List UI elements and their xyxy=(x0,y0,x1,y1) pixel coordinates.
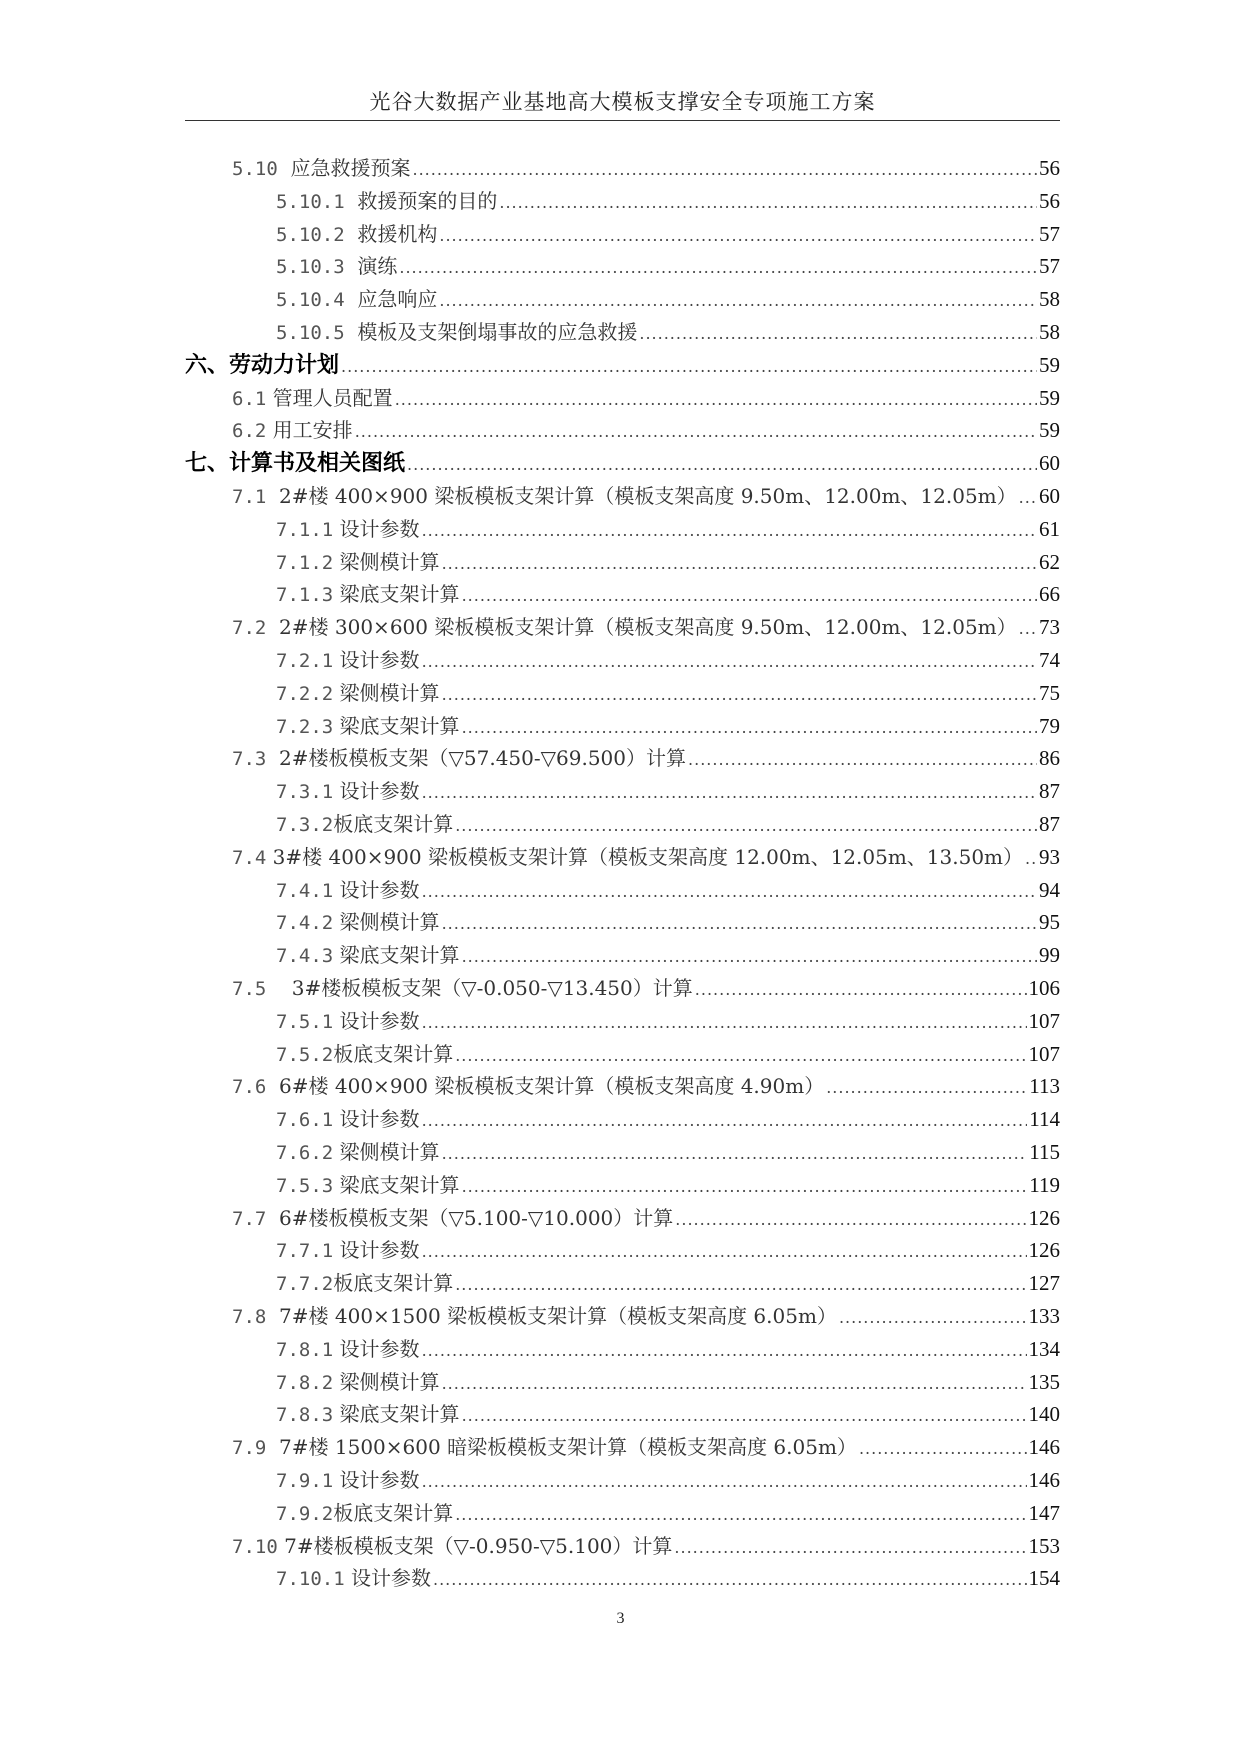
toc-entry-number: 7.9.1 xyxy=(276,1470,334,1492)
toc-entry-page: 60 xyxy=(1039,484,1060,508)
toc-entry-title: 板底支架计算 xyxy=(333,1500,454,1525)
dot-leader xyxy=(399,252,1037,284)
dot-leader xyxy=(442,1138,1028,1170)
toc-entry[interactable] xyxy=(276,1103,1060,1135)
toc-entry-number: 5.10.4 xyxy=(276,289,345,312)
toc-entry-page: 126 xyxy=(1028,1238,1060,1263)
toc-entry-title: 梁底支架计算 xyxy=(333,582,460,607)
dot-leader xyxy=(462,1171,1028,1203)
header-divider xyxy=(185,120,1060,121)
toc-entry-page: 146 xyxy=(1028,1435,1060,1460)
toc-entry[interactable] xyxy=(276,1464,1060,1496)
toc-entry-page: 66 xyxy=(1039,582,1060,607)
toc-entry-number: 7.3.2 xyxy=(276,814,334,836)
toc-entry-page: 114 xyxy=(1029,1107,1060,1132)
toc-entry-page: 79 xyxy=(1039,713,1060,738)
toc-entry[interactable] xyxy=(232,414,1060,446)
toc-entry-page: 75 xyxy=(1039,680,1060,705)
toc-entry-page: 86 xyxy=(1039,746,1060,771)
toc-entry-title: 应急响应 xyxy=(344,287,438,312)
toc-entry-number: 7.2.3 xyxy=(276,715,334,738)
toc-entry-page: 59 xyxy=(1039,352,1060,377)
toc-entry[interactable] xyxy=(232,1431,1060,1463)
toc-entry-number: 7.8.1 xyxy=(276,1338,334,1361)
toc-entry[interactable] xyxy=(276,1366,1060,1398)
toc-entry[interactable] xyxy=(276,1169,1060,1201)
toc-entry[interactable] xyxy=(185,349,1060,381)
toc-entry-title: 设计参数 xyxy=(333,1238,420,1263)
toc-entry-title: 六、劳动力计划 xyxy=(185,352,340,378)
dot-leader xyxy=(407,449,1037,481)
toc-entry-page: 58 xyxy=(1039,320,1060,344)
toc-entry-page: 135 xyxy=(1028,1369,1060,1394)
toc-entry[interactable] xyxy=(276,1398,1060,1430)
toc-entry-number: 5.10.2 xyxy=(276,223,345,246)
toc-entry-title: 梁侧模计算 xyxy=(333,549,440,574)
toc-entry-page: 107 xyxy=(1028,1041,1060,1066)
dot-leader xyxy=(695,974,1027,1006)
toc-entry-number: 7.9.2 xyxy=(276,1502,334,1525)
toc-entry[interactable] xyxy=(276,283,1060,315)
toc-entry-title: 设计参数 xyxy=(333,779,420,804)
dot-leader xyxy=(499,187,1037,219)
toc-entry[interactable] xyxy=(276,939,1060,971)
toc-entry[interactable] xyxy=(276,316,1060,348)
toc-entry[interactable] xyxy=(276,710,1060,742)
toc-entry-title: 7#楼 1500×600 暗梁板模板支架计算（模板支架高度 6.05m） xyxy=(266,1435,857,1460)
toc-entry-page: 93 xyxy=(1039,844,1060,869)
dot-leader xyxy=(1019,482,1037,514)
toc-entry-number: 7.4.2 xyxy=(276,912,334,935)
dot-leader xyxy=(462,712,1037,744)
toc-entry-page: 59 xyxy=(1039,418,1060,443)
toc-entry-number: 5.10.3 xyxy=(276,256,345,279)
toc-entry-title: 救援机构 xyxy=(344,221,438,246)
dot-leader xyxy=(433,1564,1027,1596)
toc-entry[interactable] xyxy=(232,480,1060,512)
toc-entry[interactable] xyxy=(276,1234,1060,1266)
dot-leader xyxy=(422,1007,1027,1039)
dot-leader xyxy=(442,1368,1027,1400)
toc-entry-title: 2#楼 400×900 梁板模板支架计算（模板支架高度 9.50m、12.00m、12.05m） xyxy=(266,484,1017,508)
toc-entry-title: 设计参数 xyxy=(333,516,420,541)
toc-entry-number: 7.4.1 xyxy=(276,879,334,902)
toc-entry-page: 56 xyxy=(1039,156,1060,180)
toc-entry[interactable] xyxy=(232,1202,1060,1234)
toc-entry-page: 57 xyxy=(1039,254,1060,279)
toc-entry-page: 95 xyxy=(1039,910,1060,935)
toc-entry-page: 140 xyxy=(1028,1402,1060,1427)
toc-entry-page: 60 xyxy=(1039,451,1060,476)
toc-entry-page: 115 xyxy=(1029,1140,1060,1164)
toc-entry-number: 7.1.2 xyxy=(276,551,334,574)
toc-entry-title: 设计参数 xyxy=(333,1468,420,1492)
toc-entry-title: 梁侧模计算 xyxy=(333,910,440,935)
toc-entry-title: 2#楼板模板支架（▽57.450-▽69.500）计算 xyxy=(266,746,687,771)
toc-entry[interactable] xyxy=(276,906,1060,938)
toc-entry-number: 5.10.1 xyxy=(276,190,345,213)
toc-entry-page: 94 xyxy=(1039,877,1060,902)
toc-entry[interactable] xyxy=(276,218,1060,250)
toc-entry-number: 7.5 xyxy=(232,978,267,1000)
dot-leader xyxy=(422,777,1037,809)
toc-entry[interactable] xyxy=(185,447,1060,479)
dot-leader xyxy=(839,1302,1027,1334)
toc-entry[interactable] xyxy=(232,972,1060,1004)
toc-entry-page: 99 xyxy=(1039,943,1060,968)
toc-entry-number: 7.3.1 xyxy=(276,781,334,804)
toc-entry[interactable] xyxy=(232,382,1060,414)
toc-entry-page: 146 xyxy=(1028,1468,1060,1492)
toc-entry[interactable] xyxy=(232,611,1060,643)
dot-leader xyxy=(1025,843,1037,875)
toc-entry-number: 7.5.2 xyxy=(276,1043,334,1066)
toc-entry[interactable] xyxy=(276,1005,1060,1037)
toc-entry[interactable] xyxy=(232,1070,1060,1102)
toc-entry-number: 7.7.1 xyxy=(276,1240,334,1263)
toc-entry-title: 3#楼 400×900 梁板模板支架计算（模板支架高度 12.00m、12.05m、13.50m） xyxy=(266,844,1024,869)
toc-entry-title: 梁底支架计算 xyxy=(333,1172,460,1197)
toc-entry-title: 7#楼板模板支架（▽-0.950-▽5.100）计算 xyxy=(277,1533,673,1558)
dot-leader xyxy=(462,580,1037,612)
toc-entry-number: 7.2 xyxy=(232,617,267,640)
toc-entry-number: 7.3 xyxy=(232,748,267,771)
toc-entry[interactable] xyxy=(276,546,1060,578)
toc-entry-title: 梁底支架计算 xyxy=(333,1402,460,1427)
toc-entry-number: 5.10 xyxy=(232,158,278,180)
toc-entry-page: 107 xyxy=(1028,1008,1060,1033)
toc-entry-title: 板底支架计算 xyxy=(333,1271,454,1296)
toc-entry-title: 板底支架计算 xyxy=(333,1041,454,1066)
toc-entry-number: 7.1 xyxy=(232,486,267,508)
toc-entry-page: 154 xyxy=(1028,1566,1060,1591)
toc-entry[interactable] xyxy=(232,742,1060,774)
dot-leader xyxy=(422,646,1037,678)
toc-entry-number: 7.7.2 xyxy=(276,1273,334,1296)
toc-entry-page: 56 xyxy=(1039,188,1060,213)
toc-entry-title: 设计参数 xyxy=(333,1008,420,1033)
toc-entry[interactable] xyxy=(276,1038,1060,1070)
toc-entry-title: 设计参数 xyxy=(333,877,420,902)
toc-entry-page: 153 xyxy=(1028,1533,1060,1558)
toc-entry[interactable] xyxy=(276,808,1060,840)
toc-entry-number: 7.2.1 xyxy=(276,650,334,672)
toc-entry[interactable] xyxy=(276,185,1060,217)
dot-leader xyxy=(439,285,1037,317)
toc-entry-title: 板底支架计算 xyxy=(333,812,454,836)
dot-leader xyxy=(442,679,1037,711)
toc-entry-page: 58 xyxy=(1039,287,1060,312)
dot-leader xyxy=(439,220,1037,252)
toc-entry[interactable] xyxy=(276,1497,1060,1529)
dot-leader xyxy=(422,1236,1027,1268)
dot-leader xyxy=(462,1400,1027,1432)
dot-leader xyxy=(675,1204,1026,1236)
toc-entry-number: 7.6 xyxy=(232,1076,267,1099)
toc-entry-page: 134 xyxy=(1028,1336,1060,1361)
toc-entry-page: 113 xyxy=(1029,1074,1060,1099)
toc-entry-number: 5.10.5 xyxy=(276,322,345,344)
dot-leader xyxy=(355,416,1037,448)
dot-leader xyxy=(455,810,1037,842)
toc-entry-number: 7.8.2 xyxy=(276,1371,334,1394)
toc-entry-number: 7.1.1 xyxy=(276,518,334,541)
toc-entry-title: 7#楼 400×1500 梁板模板支架计算（模板支架高度 6.05m） xyxy=(266,1304,837,1328)
dot-leader xyxy=(688,744,1037,776)
toc-entry[interactable] xyxy=(276,1333,1060,1365)
toc-entry-number: 7.1.3 xyxy=(276,584,334,607)
toc-entry-title: 梁侧模计算 xyxy=(333,1369,440,1394)
toc-entry-number: 7.10.1 xyxy=(276,1568,345,1591)
toc-entry[interactable] xyxy=(276,578,1060,610)
toc-entry-page: 106 xyxy=(1028,976,1060,1000)
toc-entry-number: 7.7 xyxy=(232,1207,267,1230)
toc-entry-title: 模板及支架倒塌事故的应急救援 xyxy=(344,320,638,344)
toc-entry-number: 7.2.2 xyxy=(276,682,334,705)
toc-entry[interactable] xyxy=(276,1267,1060,1299)
toc-entry-title: 演练 xyxy=(344,254,398,279)
toc-entry-title: 梁侧模计算 xyxy=(333,680,440,705)
toc-entry-page: 87 xyxy=(1039,779,1060,804)
toc-entry[interactable] xyxy=(232,1300,1060,1332)
toc-entry[interactable] xyxy=(232,841,1060,873)
toc-entry[interactable] xyxy=(276,874,1060,906)
toc-entry-page: 126 xyxy=(1028,1205,1060,1230)
toc-entry-title: 七、计算书及相关图纸 xyxy=(185,451,406,477)
toc-entry-title: 应急救援预案 xyxy=(277,156,411,180)
toc-entry-title: 2#楼 300×600 梁板模板支架计算（模板支架高度 9.50m、12.00m、12.05m） xyxy=(266,615,1017,640)
toc-entry-page: 133 xyxy=(1028,1304,1060,1328)
toc-entry-number: 7.4.3 xyxy=(276,945,334,968)
toc-entry[interactable] xyxy=(276,1562,1060,1594)
toc-entry-number: 7.6.1 xyxy=(276,1109,334,1132)
toc-entry-number: 6.1 xyxy=(232,387,267,410)
toc-entry-page: 62 xyxy=(1039,549,1060,574)
toc-entry[interactable] xyxy=(232,1530,1060,1562)
toc-entry-title: 管理人员配置 xyxy=(266,385,393,410)
toc-entry-number: 7.9 xyxy=(232,1437,267,1460)
toc-entry-title: 设计参数 xyxy=(333,1107,420,1132)
toc-entry-number: 7.6.2 xyxy=(276,1142,334,1164)
toc-entry-number: 7.4 xyxy=(232,846,267,869)
dot-leader xyxy=(395,384,1037,416)
toc-entry-title: 救援预案的目的 xyxy=(344,188,498,213)
toc-entry[interactable] xyxy=(276,677,1060,709)
dot-leader xyxy=(412,154,1037,186)
toc-entry-title: 设计参数 xyxy=(344,1566,431,1591)
dot-leader xyxy=(442,908,1037,940)
toc-entry-title: 用工安排 xyxy=(266,418,353,443)
dot-leader xyxy=(826,1072,1027,1104)
dot-leader xyxy=(422,1466,1027,1498)
toc-entry-title: 梁底支架计算 xyxy=(333,713,460,738)
dot-leader xyxy=(1019,613,1037,645)
toc-entry-page: 73 xyxy=(1039,615,1060,640)
toc-entry-title: 6#楼板模板支架（▽5.100-▽10.000）计算 xyxy=(266,1205,674,1230)
document-title: 光谷大数据产业基地高大模板支撑安全专项施工方案 xyxy=(369,90,876,114)
toc-entry-page: 147 xyxy=(1028,1500,1060,1525)
toc-entry[interactable] xyxy=(276,775,1060,807)
toc-entry-page: 127 xyxy=(1028,1271,1060,1296)
toc-entry-page: 87 xyxy=(1039,812,1060,836)
dot-leader xyxy=(442,548,1037,580)
toc-entry[interactable] xyxy=(276,1136,1060,1168)
dot-leader xyxy=(455,1040,1026,1072)
toc-entry-number: 7.8.3 xyxy=(276,1404,334,1427)
toc-entry-page: 119 xyxy=(1029,1172,1060,1197)
dot-leader xyxy=(341,351,1037,383)
dot-leader xyxy=(859,1433,1027,1465)
toc-entry-number: 6.2 xyxy=(232,420,267,443)
dot-leader xyxy=(422,876,1037,908)
toc-entry[interactable] xyxy=(276,644,1060,676)
dot-leader xyxy=(462,941,1037,973)
toc-entry-title: 设计参数 xyxy=(333,1336,420,1361)
toc-entry-page: 74 xyxy=(1039,648,1060,672)
dot-leader xyxy=(455,1499,1026,1531)
toc-entry-page: 57 xyxy=(1039,221,1060,246)
dot-leader xyxy=(422,1105,1028,1137)
toc-entry-page: 61 xyxy=(1039,516,1060,541)
toc-entry-number: 7.8 xyxy=(232,1306,267,1328)
toc-entry-number: 7.5.1 xyxy=(276,1010,334,1033)
toc-entry-page: 59 xyxy=(1039,385,1060,410)
toc-entry-number: 7.10 xyxy=(232,1535,278,1558)
dot-leader xyxy=(674,1532,1026,1564)
toc-entry-title: 梁侧模计算 xyxy=(333,1140,440,1164)
toc-entry-number: 7.5.3 xyxy=(276,1174,334,1197)
dot-leader xyxy=(639,318,1037,350)
toc-entry[interactable] xyxy=(276,250,1060,282)
page-number: 3 xyxy=(616,1610,625,1627)
toc-entry-title: 设计参数 xyxy=(333,648,420,672)
toc-entry-title: 3#楼板模板支架（▽-0.050-▽13.450）计算 xyxy=(266,976,693,1000)
toc-entry-title: 6#楼 400×900 梁板模板支架计算（模板支架高度 4.90m） xyxy=(266,1074,825,1099)
toc-entry[interactable] xyxy=(232,152,1060,184)
dot-leader xyxy=(455,1269,1026,1301)
toc-entry-title: 梁底支架计算 xyxy=(333,943,460,968)
toc-entry[interactable] xyxy=(276,513,1060,545)
dot-leader xyxy=(422,1335,1027,1367)
dot-leader xyxy=(422,515,1037,547)
